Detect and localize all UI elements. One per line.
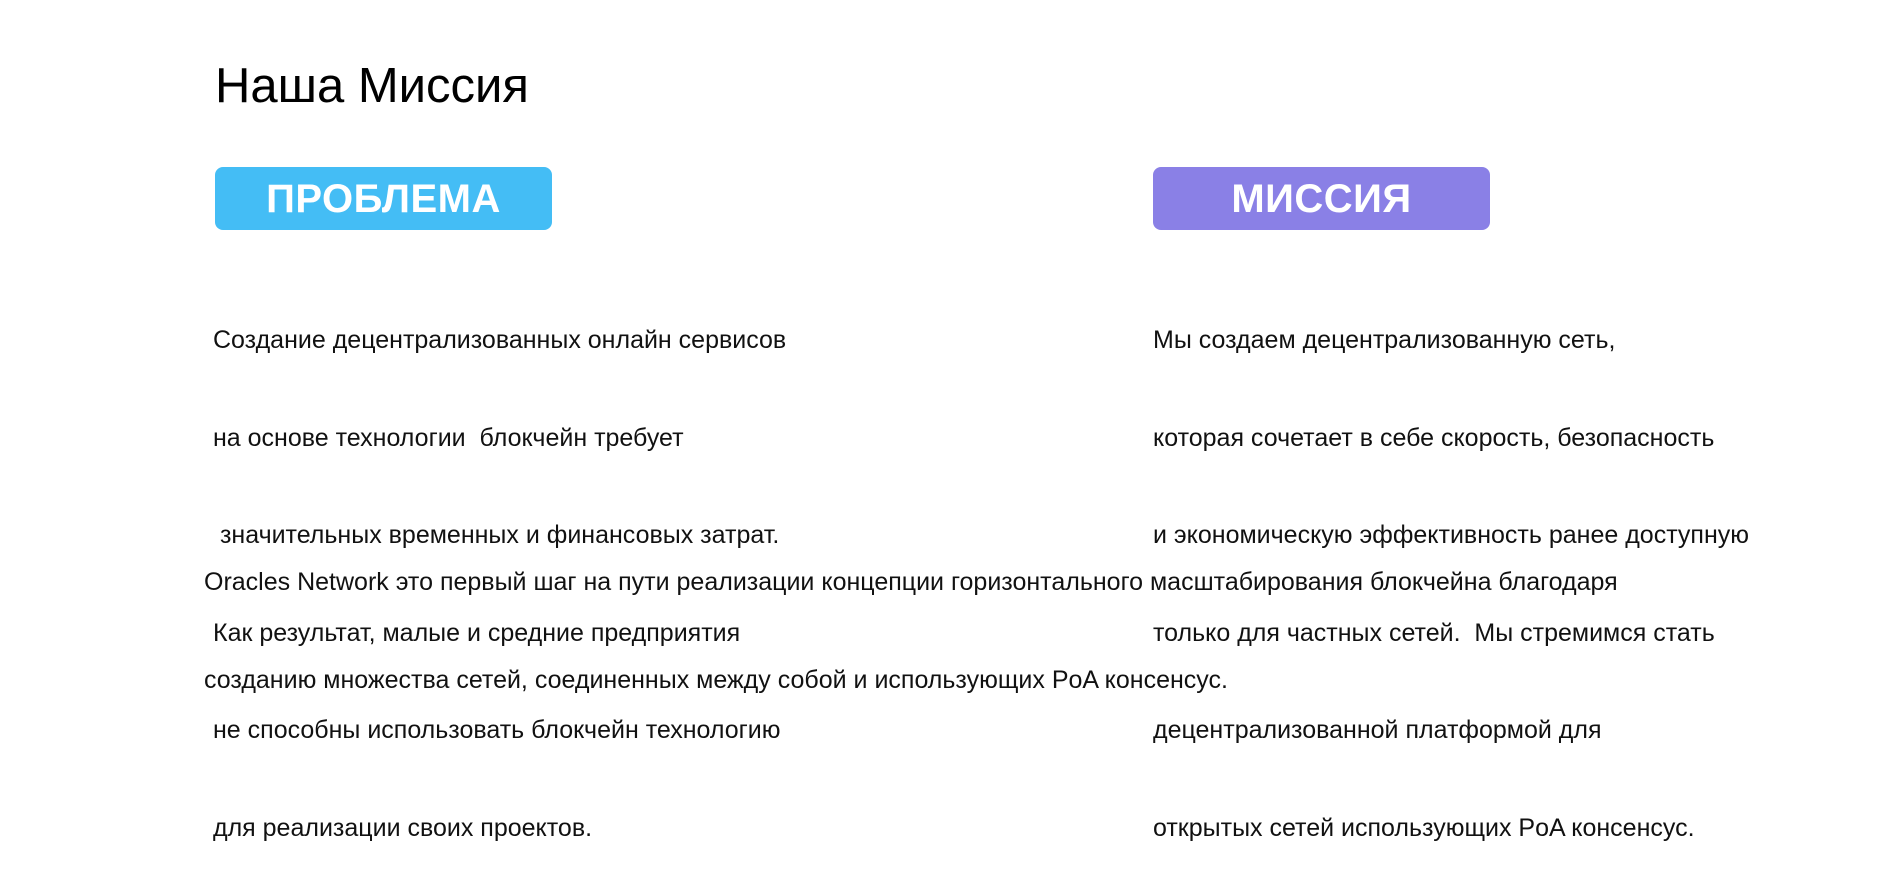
- problem-line: на основе технологии блокчейн требует: [213, 423, 684, 452]
- footer-summary: [204, 501, 1618, 729]
- mission-line: Мы создаем децентрализованную сеть,: [1153, 326, 1616, 354]
- problem-line: не способны использовать блокчейн технологию: [213, 716, 781, 744]
- mission-line: децентрализованной платформой для: [1153, 716, 1602, 744]
- mission-line: только для частных сетей. Мы стремимся стать: [1153, 618, 1715, 647]
- page-title: Наша Миссия: [215, 59, 529, 113]
- mission-line: которая сочетает в себе скорость, безопасность: [1153, 423, 1715, 452]
- problem-badge: [215, 167, 552, 230]
- problem-line: Создание децентрализованных онлайн сервисов: [213, 326, 787, 354]
- problem-line: значительных временных и финансовых затрат.: [213, 521, 780, 549]
- mission-line: и экономическую эффективность ранее доступную: [1153, 521, 1750, 549]
- problem-badge-label: ПРОБЛЕМА: [266, 176, 501, 221]
- problem-line: Как результат, малые и средние предприятия: [213, 618, 741, 647]
- footer-line: созданию множества сетей, соединенных между собой и использующих PoA консенсус.: [204, 665, 1228, 694]
- mission-line: открытых сетей использующих PoA консенсус.: [1153, 813, 1695, 842]
- mission-badge: [1153, 167, 1490, 230]
- problem-line: для реализации своих проектов.: [213, 813, 593, 842]
- mission-badge-label: МИССИЯ: [1231, 176, 1412, 221]
- footer-line: Oracles Network это первый шаг на пути реализации концепции горизонтального масштабирования блокчейна благодаря: [204, 568, 1618, 596]
